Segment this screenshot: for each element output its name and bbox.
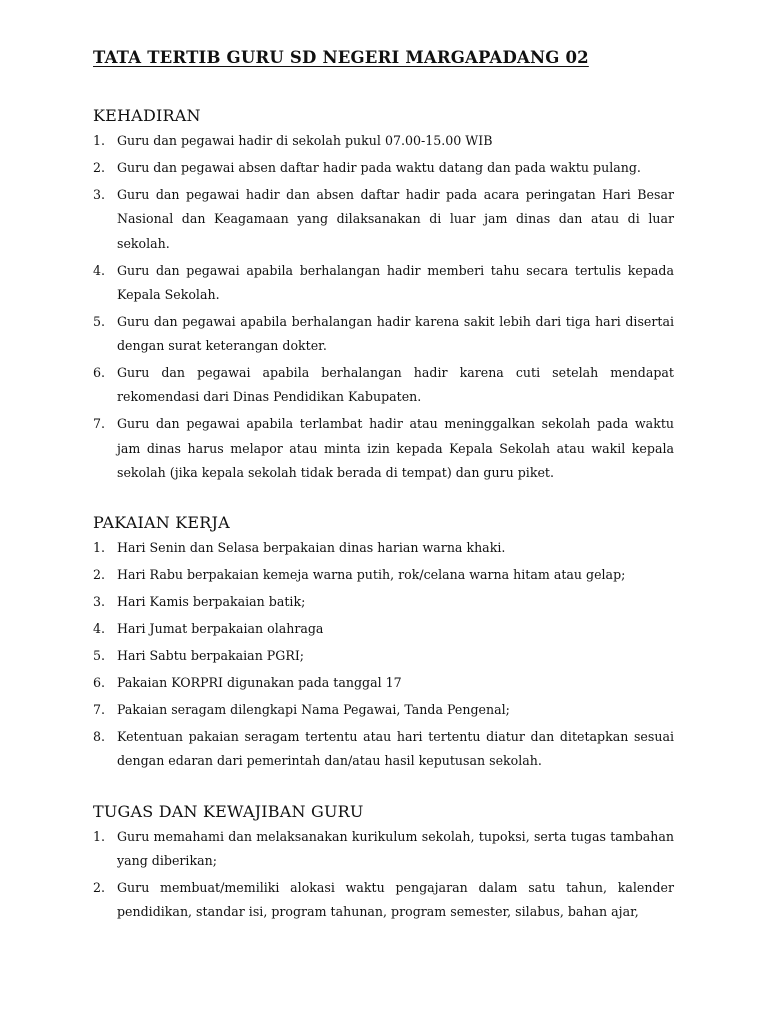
list-item-text: Pakaian seragam dilengkapi Nama Pegawai, Tanda Pengenal; — [117, 702, 510, 718]
section-heading-tugas-dan-kewajiban-guru: TUGAS DAN KEWAJIBAN GURU — [93, 801, 364, 821]
list-item — [93, 361, 674, 410]
list-item — [93, 310, 674, 359]
list-item-text: Guru dan pegawai apabila berhalangan hadir karena sakit lebih dari tiga hari disertai dengan surat keterangan dokter. — [117, 313, 674, 354]
list-item-text: Guru dan pegawai apabila terlambat hadir atau meninggalkan sekolah pada waktu jam dinas harus melapor atau minta izin kepada Kepala Sekolah atau wakil kepala sekolah (jika kepala sekolah tidak berada di tempat) dan guru piket. — [117, 416, 674, 480]
list-item-number: 2. — [93, 159, 106, 175]
list-item-text: Pakaian KORPRI digunakan pada tanggal 17 — [117, 675, 402, 691]
list-item-text: Hari Jumat berpakaian olahraga — [117, 621, 324, 637]
list-item — [93, 590, 674, 614]
list-item-number: 5. — [93, 313, 106, 329]
list-item-text: Hari Kamis berpakaian batik; — [117, 594, 306, 610]
list-item-text: Hari Rabu berpakaian kemeja warna putih, rok/celana warna hitam atau gelap; — [117, 567, 626, 583]
section-list-kehadiran — [93, 129, 674, 485]
list-item-number: 8. — [93, 729, 106, 745]
list-item — [93, 617, 674, 641]
list-item-number: 7. — [93, 702, 106, 718]
list-item — [93, 563, 674, 587]
list-item-number: 2. — [93, 567, 106, 583]
list-item-number: 6. — [93, 675, 106, 691]
list-item-number: 1. — [93, 828, 106, 844]
list-item — [93, 644, 674, 668]
list-item-number: 3. — [93, 594, 106, 610]
list-item-text: Hari Senin dan Selasa berpakaian dinas harian warna khaki. — [117, 540, 506, 556]
list-item-number: 4. — [93, 621, 106, 637]
document-title: TATA TERTIB GURU SD NEGERI MARGAPADANG 02 — [93, 48, 589, 67]
list-item — [93, 825, 674, 874]
list-item-text: Ketentuan pakaian seragam tertentu atau hari tertentu diatur dan ditetapkan sesuai dengan edaran dari pemerintah dan/atau hasil keputusan sekolah. — [117, 729, 674, 769]
list-item-number: 7. — [93, 416, 106, 432]
list-item-number: 3. — [93, 186, 106, 202]
section-list-pakaian-kerja — [93, 536, 674, 773]
list-item-number: 2. — [93, 880, 106, 896]
list-item-number: 5. — [93, 648, 106, 664]
list-item-text: Hari Sabtu berpakaian PGRI; — [117, 648, 305, 664]
list-item-text: Guru dan pegawai hadir di sekolah pukul 07.00-15.00 WIB — [117, 133, 493, 148]
list-item — [93, 536, 674, 560]
list-item — [93, 412, 674, 485]
list-item-number: 1. — [93, 133, 106, 148]
list-item — [93, 698, 674, 722]
section-heading-kehadiran: KEHADIRAN — [93, 106, 201, 125]
list-item — [93, 183, 674, 256]
list-item — [93, 725, 674, 774]
list-item — [93, 259, 674, 308]
list-item-text: Guru dan pegawai absen daftar hadir pada waktu datang dan pada waktu pulang. — [117, 159, 641, 175]
list-item-number: 6. — [93, 365, 106, 381]
list-item-text: Guru dan pegawai apabila berhalangan hadir memberi tahu secara tertulis kepada Kepala Sekolah. — [117, 262, 674, 302]
list-item — [93, 129, 674, 153]
list-item — [93, 876, 674, 925]
list-item-text: Guru membuat/memiliki alokasi waktu pengajaran dalam satu tahun, kalender pendidikan, standar isi, program tahunan, program semester, silabus, bahan ajar, — [117, 880, 674, 920]
document-page — [93, 46, 674, 927]
list-item-text: Guru memahami dan melaksanakan kurikulum sekolah, tupoksi, serta tugas tambahan yang diberikan; — [117, 828, 674, 869]
list-item — [93, 156, 674, 180]
list-item-number: 4. — [93, 262, 106, 278]
list-item-number: 1. — [93, 540, 106, 556]
list-item — [93, 671, 674, 695]
list-item-text: Guru dan pegawai apabila berhalangan hadir karena cuti setelah mendapat rekomendasi dari Dinas Pendidikan Kabupaten. — [117, 365, 674, 405]
section-list-tugas-dan-kewajiban-guru — [93, 825, 674, 925]
section-heading-pakaian-kerja: PAKAIAN KERJA — [93, 513, 230, 533]
list-item-text: Guru dan pegawai hadir dan absen daftar hadir pada acara peringatan Hari Besar Nasional dan Keagamaan yang dilaksanakan di luar jam dinas dan atau di luar sekolah. — [117, 186, 674, 251]
